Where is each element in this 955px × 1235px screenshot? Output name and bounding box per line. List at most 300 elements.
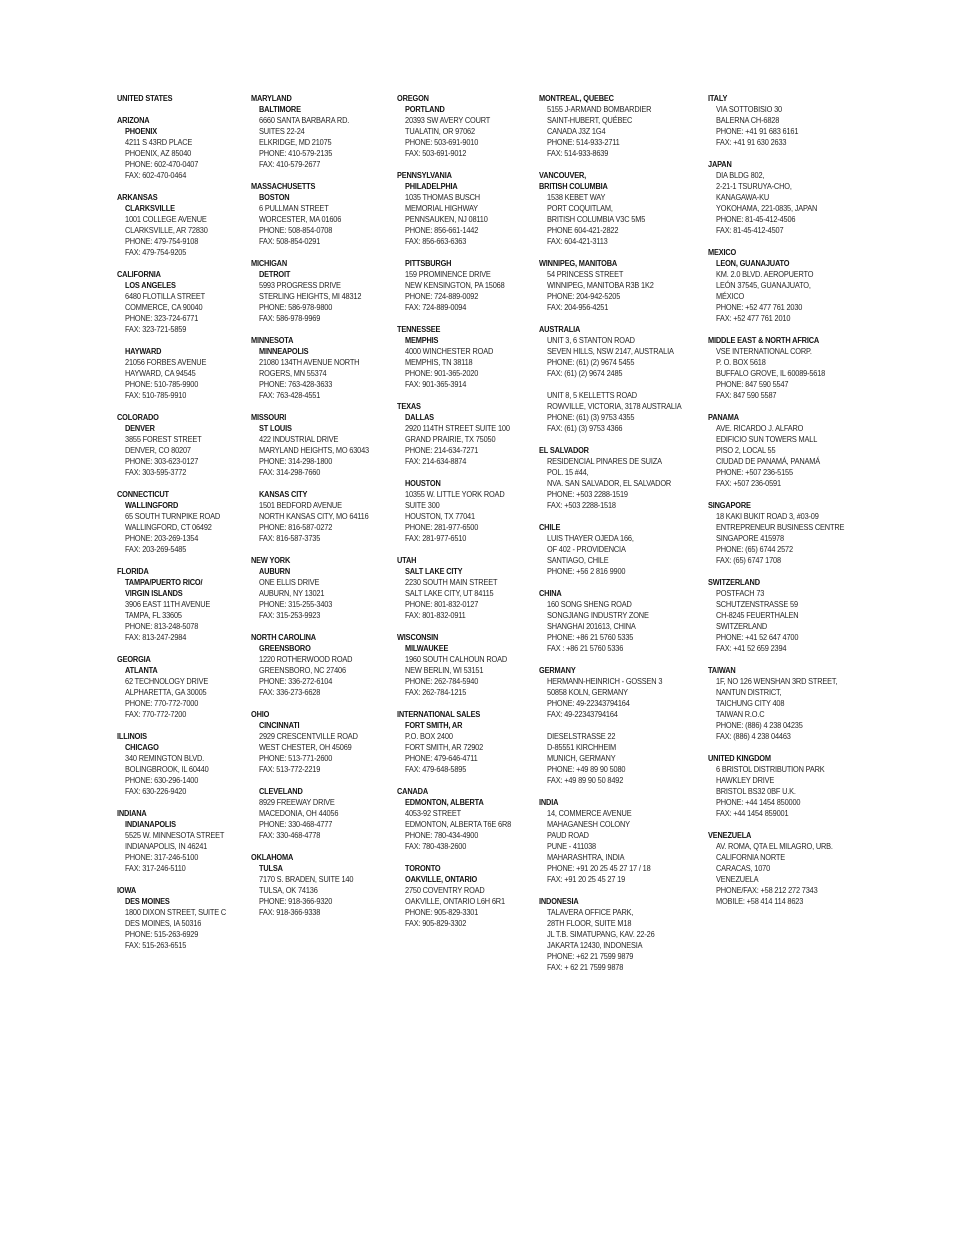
address-line: PHONE: 847 590 5547 <box>716 379 789 389</box>
region-block <box>117 93 265 104</box>
office-city: CLEVELAND <box>259 786 303 796</box>
region-heading: IOWA <box>117 885 137 895</box>
address-line: FAX: 49-22343794164 <box>547 709 618 719</box>
address-line: PHONE: 214-634-7271 <box>405 445 479 455</box>
office-location <box>539 599 687 654</box>
region-block <box>117 808 265 874</box>
address-line: 65 SOUTH TURNPIKE ROAD <box>125 511 221 521</box>
region-block <box>708 500 856 566</box>
address-line: VSE INTERNATIONAL CORP. <box>716 346 812 356</box>
region-heading: NEW YORK <box>251 555 291 565</box>
office-location <box>708 346 856 401</box>
address-line: PHONE: 323-724-6771 <box>125 313 199 323</box>
address-line: 160 SONG SHENG ROAD <box>547 599 632 609</box>
address-line: PHONE: 905-829-3301 <box>405 907 479 917</box>
office-city: BALTIMORE <box>259 104 301 114</box>
address-line: UNIT 8, 5 KELLETTS ROAD <box>547 390 637 400</box>
address-line: WORCESTER, MA 01606 <box>259 214 342 224</box>
address-line: FAX: 204-956-4251 <box>547 302 609 312</box>
office-city: OAKVILLE, ONTARIO <box>405 874 478 884</box>
office-location <box>539 808 687 885</box>
region-block <box>539 522 687 577</box>
region-block <box>397 709 545 775</box>
address-line: PHONE: 770-772-7000 <box>125 698 199 708</box>
office-city: PHOENIX <box>125 126 158 136</box>
office-city: MEMPHIS <box>405 335 439 345</box>
region-heading: TENNESSEE <box>397 324 441 334</box>
address-line: 21056 FORBES AVENUE <box>125 357 207 367</box>
address-line: BALERNA CH-6828 <box>716 115 780 125</box>
region-block <box>539 588 687 654</box>
address-line: HOUSTON, TX 77041 <box>405 511 475 521</box>
region-heading: CANADA <box>397 786 429 796</box>
address-line: FAX: 813-247-2984 <box>125 632 187 642</box>
office-city: BOSTON <box>259 192 290 202</box>
address-line: LUIS THAYER OJEDA 166, <box>547 533 634 543</box>
address-line: FAX: 81-45-412-4507 <box>716 225 784 235</box>
address-line: PHONE: 510-785-9900 <box>125 379 199 389</box>
address-line: VIA SOTTOBISIO 30 <box>716 104 782 114</box>
address-line: FAX: 801-832-0911 <box>405 610 466 620</box>
region-heading: VANCOUVER, <box>539 170 587 180</box>
office-city: PORTLAND <box>405 104 445 114</box>
region-heading: UNITED STATES <box>117 93 173 103</box>
region-heading: INDIANA <box>117 808 147 818</box>
office-location <box>539 269 687 313</box>
address-line: FAX: 281-977-6510 <box>405 533 467 543</box>
address-line: FAX: 816-587-3735 <box>259 533 321 543</box>
address-line: FAX: 513-772-2219 <box>259 764 321 774</box>
address-line: MOBILE: +58 414 114 8623 <box>716 896 804 906</box>
address-line: 1035 THOMAS BUSCH <box>405 192 480 202</box>
region-block <box>708 665 856 742</box>
address-line: CALIFORNIA NORTE <box>716 852 785 862</box>
office-location <box>539 731 687 786</box>
address-line: EDMONTON, ALBERTA T6E 6R8 <box>405 819 512 829</box>
address-line: 54 PRINCESS STREET <box>547 269 624 279</box>
address-line: PHONE: +41 52 647 4700 <box>716 632 799 642</box>
region-heading: SWITZERLAND <box>708 577 760 587</box>
region-heading: MASSACHUSETTS <box>251 181 316 191</box>
address-line: CANADA J3Z 1G4 <box>547 126 606 136</box>
address-line: NANTUN DISTRICT, <box>716 687 782 697</box>
address-line: FAX: 763-428-4551 <box>259 390 321 400</box>
address-line: FAX: +41 91 630 2633 <box>716 137 787 147</box>
address-line: 159 PROMINENCE DRIVE <box>405 269 491 279</box>
region-heading: FLORIDA <box>117 566 149 576</box>
address-line: 6 BRISTOL DISTRIBUTION PARK <box>716 764 825 774</box>
address-line: OF 402 - PROVIDENCIA <box>547 544 626 554</box>
region-block <box>117 885 265 951</box>
address-line: FAX: +52 477 761 2010 <box>716 313 791 323</box>
office-location <box>539 192 687 247</box>
office-city: CINCINNATI <box>259 720 300 730</box>
office-location <box>397 335 545 390</box>
address-line: FAX: 856-663-6363 <box>405 236 467 246</box>
address-line: PHONE: +503 2288-1519 <box>547 489 628 499</box>
region-block <box>397 555 545 621</box>
address-line: PHONE 604-421-2822 <box>547 225 619 235</box>
address-line: PHONE: 513-771-2600 <box>259 753 333 763</box>
office-city: TORONTO <box>405 863 441 873</box>
address-line: PHONE: 81-45-412-4506 <box>716 214 796 224</box>
address-line: FAX: 508-854-0291 <box>259 236 321 246</box>
office-location <box>539 533 687 577</box>
address-line: BRITISH COLUMBIA V3C 5M5 <box>547 214 646 224</box>
region-block <box>539 797 687 885</box>
office-location <box>251 720 399 775</box>
address-line: PISO 2, LOCAL 55 <box>716 445 776 455</box>
region-heading: ITALY <box>708 93 728 103</box>
address-line: PHONE: 724-889-0092 <box>405 291 479 301</box>
address-line: 7170 S. BRADEN, SUITE 140 <box>259 874 354 884</box>
office-location <box>251 863 399 918</box>
address-line: 3855 FOREST STREET <box>125 434 202 444</box>
address-line: COMMERCE, CA 90040 <box>125 302 203 312</box>
address-line: CARACAS, 1070 <box>716 863 771 873</box>
region-block <box>539 258 687 313</box>
office-location <box>397 566 545 621</box>
region-block <box>708 247 856 324</box>
address-line: PHONE: 203-269-1354 <box>125 533 199 543</box>
address-line: FAX: 905-829-3302 <box>405 918 467 928</box>
office-location <box>117 280 265 335</box>
address-line: 2929 CRESCENTVILLE ROAD <box>259 731 358 741</box>
address-line: PHONE: +41 91 683 6161 <box>716 126 799 136</box>
address-line: P.O. BOX 2400 <box>405 731 453 741</box>
address-line: PHONE: 281-977-6500 <box>405 522 479 532</box>
office-location <box>397 258 545 313</box>
address-line: D-85551 KIRCHHEIM <box>547 742 616 752</box>
office-city: GREENSBORO <box>259 643 311 653</box>
region-heading: ARIZONA <box>117 115 150 125</box>
address-line: FAX: 203-269-5485 <box>125 544 187 554</box>
address-line: FORT SMITH, AR 72902 <box>405 742 484 752</box>
office-city: INDIANAPOLIS <box>125 819 176 829</box>
address-line: PHONE: +91 20 25 45 27 17 / 18 <box>547 863 651 873</box>
region-heading: UTAH <box>397 555 417 565</box>
region-block <box>251 258 399 324</box>
region-heading: COLORADO <box>117 412 159 422</box>
region-block <box>708 159 856 236</box>
region-heading: WISCONSIN <box>397 632 439 642</box>
address-line: FAX: +503 2288-1518 <box>547 500 616 510</box>
address-line: 1001 COLLEGE AVENUE <box>125 214 207 224</box>
office-city: HAYWARD <box>125 346 162 356</box>
address-line: 20393 SW AVERY COURT <box>405 115 491 125</box>
address-line: 4053-92 STREET <box>405 808 461 818</box>
region-heading: MISSOURI <box>251 412 287 422</box>
address-line: PHONE: +62 21 7599 9879 <box>547 951 634 961</box>
address-line: INDIANAPOLIS, IN 46241 <box>125 841 208 851</box>
address-line: 1800 DIXON STREET, SUITE C <box>125 907 227 917</box>
address-line: PHONE: 801-832-0127 <box>405 599 479 609</box>
address-line: PHONE: +44 1454 850000 <box>716 797 801 807</box>
address-line: PHONE: 514-933-2711 <box>547 137 620 147</box>
address-line: AUBURN, NY 13021 <box>259 588 325 598</box>
address-line: ONE ELLIS DRIVE <box>259 577 320 587</box>
directory-column-2 <box>251 93 399 929</box>
office-city: PITTSBURGH <box>405 258 452 268</box>
address-line: 5993 PROGRESS DRIVE <box>259 280 341 290</box>
office-location <box>708 170 856 236</box>
address-line: HERMANN-HEINRICH - GOSSEN 3 <box>547 676 663 686</box>
region-heading: UNITED KINGDOM <box>708 753 771 763</box>
address-line: 10355 W. LITTLE YORK ROAD <box>405 489 505 499</box>
address-line: PHONE: 330-468-4777 <box>259 819 333 829</box>
office-location <box>539 104 687 159</box>
address-line: FAX: 918-366-9338 <box>259 907 321 917</box>
region-heading: ILLINOIS <box>117 731 147 741</box>
region-heading: MICHIGAN <box>251 258 287 268</box>
address-line: MEMPHIS, TN 38118 <box>405 357 473 367</box>
address-line: PHONE: +56 2 816 9900 <box>547 566 626 576</box>
address-line: SUITES 22-24 <box>259 126 305 136</box>
office-location <box>539 676 687 720</box>
region-block <box>708 335 856 401</box>
address-line: 50858 KOLN, GERMANY <box>547 687 628 697</box>
address-line: PHONE: (65) 6744 2572 <box>716 544 793 554</box>
address-line: SALT LAKE CITY, UT 84115 <box>405 588 494 598</box>
region-block <box>708 412 856 489</box>
region-block <box>117 412 265 478</box>
address-line: FAX: (61) (3) 9753 4366 <box>547 423 623 433</box>
address-line: WEST CHESTER, OH 45069 <box>259 742 352 752</box>
region-heading: CALIFORNIA <box>117 269 161 279</box>
address-line: FAX: 214-634-8874 <box>405 456 467 466</box>
address-line: VENEZUELA <box>716 874 759 884</box>
region-block <box>397 786 545 929</box>
address-line: NEW KENSINGTON, PA 15068 <box>405 280 505 290</box>
address-line: PHONE/FAX: +58 212 272 7343 <box>716 885 818 895</box>
address-line: AVE. RICARDO J. ALFARO <box>716 423 804 433</box>
region-heading: GEORGIA <box>117 654 151 664</box>
address-line: ROWVILLE, VICTORIA, 3178 AUSTRALIA <box>547 401 682 411</box>
address-line: FAX: 780-438-2600 <box>405 841 467 851</box>
address-line: MACEDONIA, OH 44056 <box>259 808 339 818</box>
address-line: PHONE: 813-248-5078 <box>125 621 199 631</box>
address-line: AV. ROMA, QTA EL MILAGRO, URB. <box>716 841 833 851</box>
address-line: DENVER, CO 80207 <box>125 445 191 455</box>
address-line: SAINT-HUBERT, QUÉBEC <box>547 115 633 125</box>
address-line: BOLINGBROOK, IL 60440 <box>125 764 209 774</box>
address-line: TAMPA, FL 33605 <box>125 610 182 620</box>
region-heading: OREGON <box>397 93 429 103</box>
region-heading: VENEZUELA <box>708 830 752 840</box>
address-line: DES MOINES, IA 50316 <box>125 918 202 928</box>
address-line: MEMORIAL HIGHWAY <box>405 203 478 213</box>
region-block <box>117 731 265 797</box>
address-line: PHOENIX, AZ 85040 <box>125 148 192 158</box>
office-location <box>539 907 687 973</box>
region-heading: CONNECTICUT <box>117 489 169 499</box>
region-heading: BRITISH COLUMBIA <box>539 181 608 191</box>
address-line: PHONE: 515-263-6929 <box>125 929 199 939</box>
address-line: SHANGHAI 201613, CHINA <box>547 621 636 631</box>
office-city: DETROIT <box>259 269 291 279</box>
address-line: PHONE: 410-579-2135 <box>259 148 333 158</box>
address-line: BRISTOL BS32 0BF U.K. <box>716 786 796 796</box>
address-line: PHONE: +86 21 5760 5335 <box>547 632 634 642</box>
office-city: SALT LAKE CITY <box>405 566 463 576</box>
address-line: MAHAGANESH COLONY <box>547 819 630 829</box>
region-block <box>397 324 545 390</box>
region-heading: TAIWAN <box>708 665 736 675</box>
region-heading: MEXICO <box>708 247 737 257</box>
address-line: HAYWARD, CA 94545 <box>125 368 196 378</box>
office-location <box>117 577 265 643</box>
office-location <box>117 203 265 258</box>
address-line: PHONE: 317-246-5100 <box>125 852 199 862</box>
region-heading: MINNESOTA <box>251 335 294 345</box>
region-block <box>397 170 545 313</box>
address-line: ELKRIDGE, MD 21075 <box>259 137 332 147</box>
office-location <box>117 346 265 401</box>
address-line: 1501 BEDFORD AVENUE <box>259 500 342 510</box>
address-line: 2750 COVENTRY ROAD <box>405 885 485 895</box>
office-location <box>397 863 545 929</box>
region-block <box>251 852 399 918</box>
address-line: WALLINGFORD, CT 06492 <box>125 522 212 532</box>
office-location <box>397 412 545 467</box>
address-line: FAX: 602-470-0464 <box>125 170 187 180</box>
region-block <box>539 170 687 247</box>
address-line: SWITZERLAND <box>716 621 768 631</box>
address-line: NVA. SAN SALVADOR, EL SALVADOR <box>547 478 672 488</box>
address-line: 1538 KEBET WAY <box>547 192 606 202</box>
address-line: 2920 114TH STREET SUITE 100 <box>405 423 510 433</box>
address-line: POL. 15 #44, <box>547 467 589 477</box>
office-location <box>251 104 399 170</box>
office-city: MILWAUKEE <box>405 643 449 653</box>
office-location <box>397 797 545 852</box>
office-location <box>539 390 687 434</box>
address-line: FAX: 314-298-7660 <box>259 467 321 477</box>
address-line: PHONE: (61) (2) 9674 5455 <box>547 357 635 367</box>
region-heading: MONTREAL, QUEBEC <box>539 93 614 103</box>
address-line: NEW BERLIN, WI 53151 <box>405 665 484 675</box>
region-block <box>117 566 265 643</box>
address-line: 2230 SOUTH MAIN STREET <box>405 577 498 587</box>
office-city: TULSA <box>259 863 283 873</box>
address-line: TAICHUNG CITY 408 <box>716 698 785 708</box>
address-line: PHONE: 314-298-1800 <box>259 456 333 466</box>
office-city: HOUSTON <box>405 478 441 488</box>
address-line: MUNICH, GERMANY <box>547 753 616 763</box>
office-location <box>397 478 545 544</box>
address-line: KANAGAWA-KU <box>716 192 769 202</box>
address-line: 5155 J-ARMAND BOMBARDIER <box>547 104 652 114</box>
address-line: PHONE: (886) 4 238 04235 <box>716 720 803 730</box>
address-line: PHONE: 586-978-9800 <box>259 302 333 312</box>
address-line: FAX: 586-978-9969 <box>259 313 321 323</box>
region-block <box>539 324 687 434</box>
office-location <box>397 104 545 159</box>
office-location <box>397 643 545 698</box>
address-line: FAX: +44 1454 859001 <box>716 808 789 818</box>
office-city: FORT SMITH, AR <box>405 720 463 730</box>
office-location <box>117 126 265 181</box>
address-line: PHONE: 479-754-9108 <box>125 236 199 246</box>
region-heading: PANAMA <box>708 412 739 422</box>
address-line: PHONE: 204-942-5205 <box>547 291 621 301</box>
address-line: PHONE: 780-434-4900 <box>405 830 479 840</box>
address-line: FAX: +41 52 659 2394 <box>716 643 787 653</box>
address-line: ENTREPRENEUR BUSINESS CENTRE <box>716 522 845 532</box>
region-heading: MARYLAND <box>251 93 292 103</box>
region-heading: SINGAPORE <box>708 500 751 510</box>
region-block <box>117 489 265 555</box>
address-line: BUFFALO GROVE, IL 60089-5618 <box>716 368 826 378</box>
address-line: 1F, NO 126 WENSHAN 3RD STREET, <box>716 676 838 686</box>
address-line: FAX: +49 89 90 50 8492 <box>547 775 624 785</box>
address-line: FAX: 515-263-6515 <box>125 940 187 950</box>
region-block <box>251 93 399 170</box>
address-line: FAX: 479-648-5895 <box>405 764 467 774</box>
directory-column-4 <box>539 93 687 984</box>
region-block <box>397 401 545 544</box>
address-line: SONGJIANG INDUSTRY ZONE <box>547 610 649 620</box>
address-line: 21080 134TH AVENUE NORTH <box>259 357 360 367</box>
address-line: 3906 EAST 11TH AVENUE <box>125 599 211 609</box>
address-line: FAX: 336-273-6628 <box>259 687 321 697</box>
region-heading: GERMANY <box>539 665 576 675</box>
address-line: 28TH FLOOR, SUITE M18 <box>547 918 632 928</box>
office-location <box>708 511 856 566</box>
office-city: KANSAS CITY <box>259 489 308 499</box>
address-line: SCHUTZENSTRASSE 59 <box>716 599 798 609</box>
address-line: 2-21-1 TSURUYA-CHO, <box>716 181 792 191</box>
address-line: PHONE: 856-661-1442 <box>405 225 479 235</box>
office-location <box>708 676 856 742</box>
address-line: MARYLAND HEIGHTS, MO 63043 <box>259 445 369 455</box>
address-line: PHONE: 479-646-4711 <box>405 753 478 763</box>
address-line: PORT COQUITLAM, <box>547 203 613 213</box>
office-location <box>708 588 856 654</box>
region-heading: ARKANSAS <box>117 192 158 202</box>
region-heading: OHIO <box>251 709 270 719</box>
address-line: FAX: 323-721-5859 <box>125 324 187 334</box>
address-line: FAX: 330-468-4778 <box>259 830 321 840</box>
address-line: FAX: 317-246-5110 <box>125 863 186 873</box>
region-heading: AUSTRALIA <box>539 324 581 334</box>
office-city: PHILADELPHIA <box>405 181 458 191</box>
region-block <box>117 269 265 401</box>
region-block <box>117 192 265 258</box>
region-block <box>397 632 545 698</box>
office-location <box>251 423 399 478</box>
address-line: FAX: 510-785-9910 <box>125 390 187 400</box>
address-line: WINNIPEG, MANITOBA R3B 1K2 <box>547 280 654 290</box>
address-line: YOKOHAMA, 221-0835, JAPAN <box>716 203 818 213</box>
address-line: 340 REMINGTON BLVD. <box>125 753 205 763</box>
office-city: ATLANTA <box>125 665 158 675</box>
region-block <box>251 335 399 401</box>
address-line: PHONE: 303-623-0127 <box>125 456 199 466</box>
office-location <box>251 192 399 247</box>
address-line: CIUDAD DE PANAMÁ, PANAMÁ <box>716 456 821 466</box>
office-location <box>117 665 265 720</box>
address-line: 6480 FLOTILLA STREET <box>125 291 205 301</box>
address-line: FAX: 315-253-9923 <box>259 610 321 620</box>
office-location <box>708 841 856 907</box>
address-line: PHONE: 315-255-3403 <box>259 599 333 609</box>
address-line: FAX: 479-754-9205 <box>125 247 187 257</box>
office-location <box>251 786 399 841</box>
address-line: FAX: 604-421-3113 <box>547 236 608 246</box>
region-block <box>251 632 399 698</box>
office-city: ST LOUIS <box>259 423 292 433</box>
